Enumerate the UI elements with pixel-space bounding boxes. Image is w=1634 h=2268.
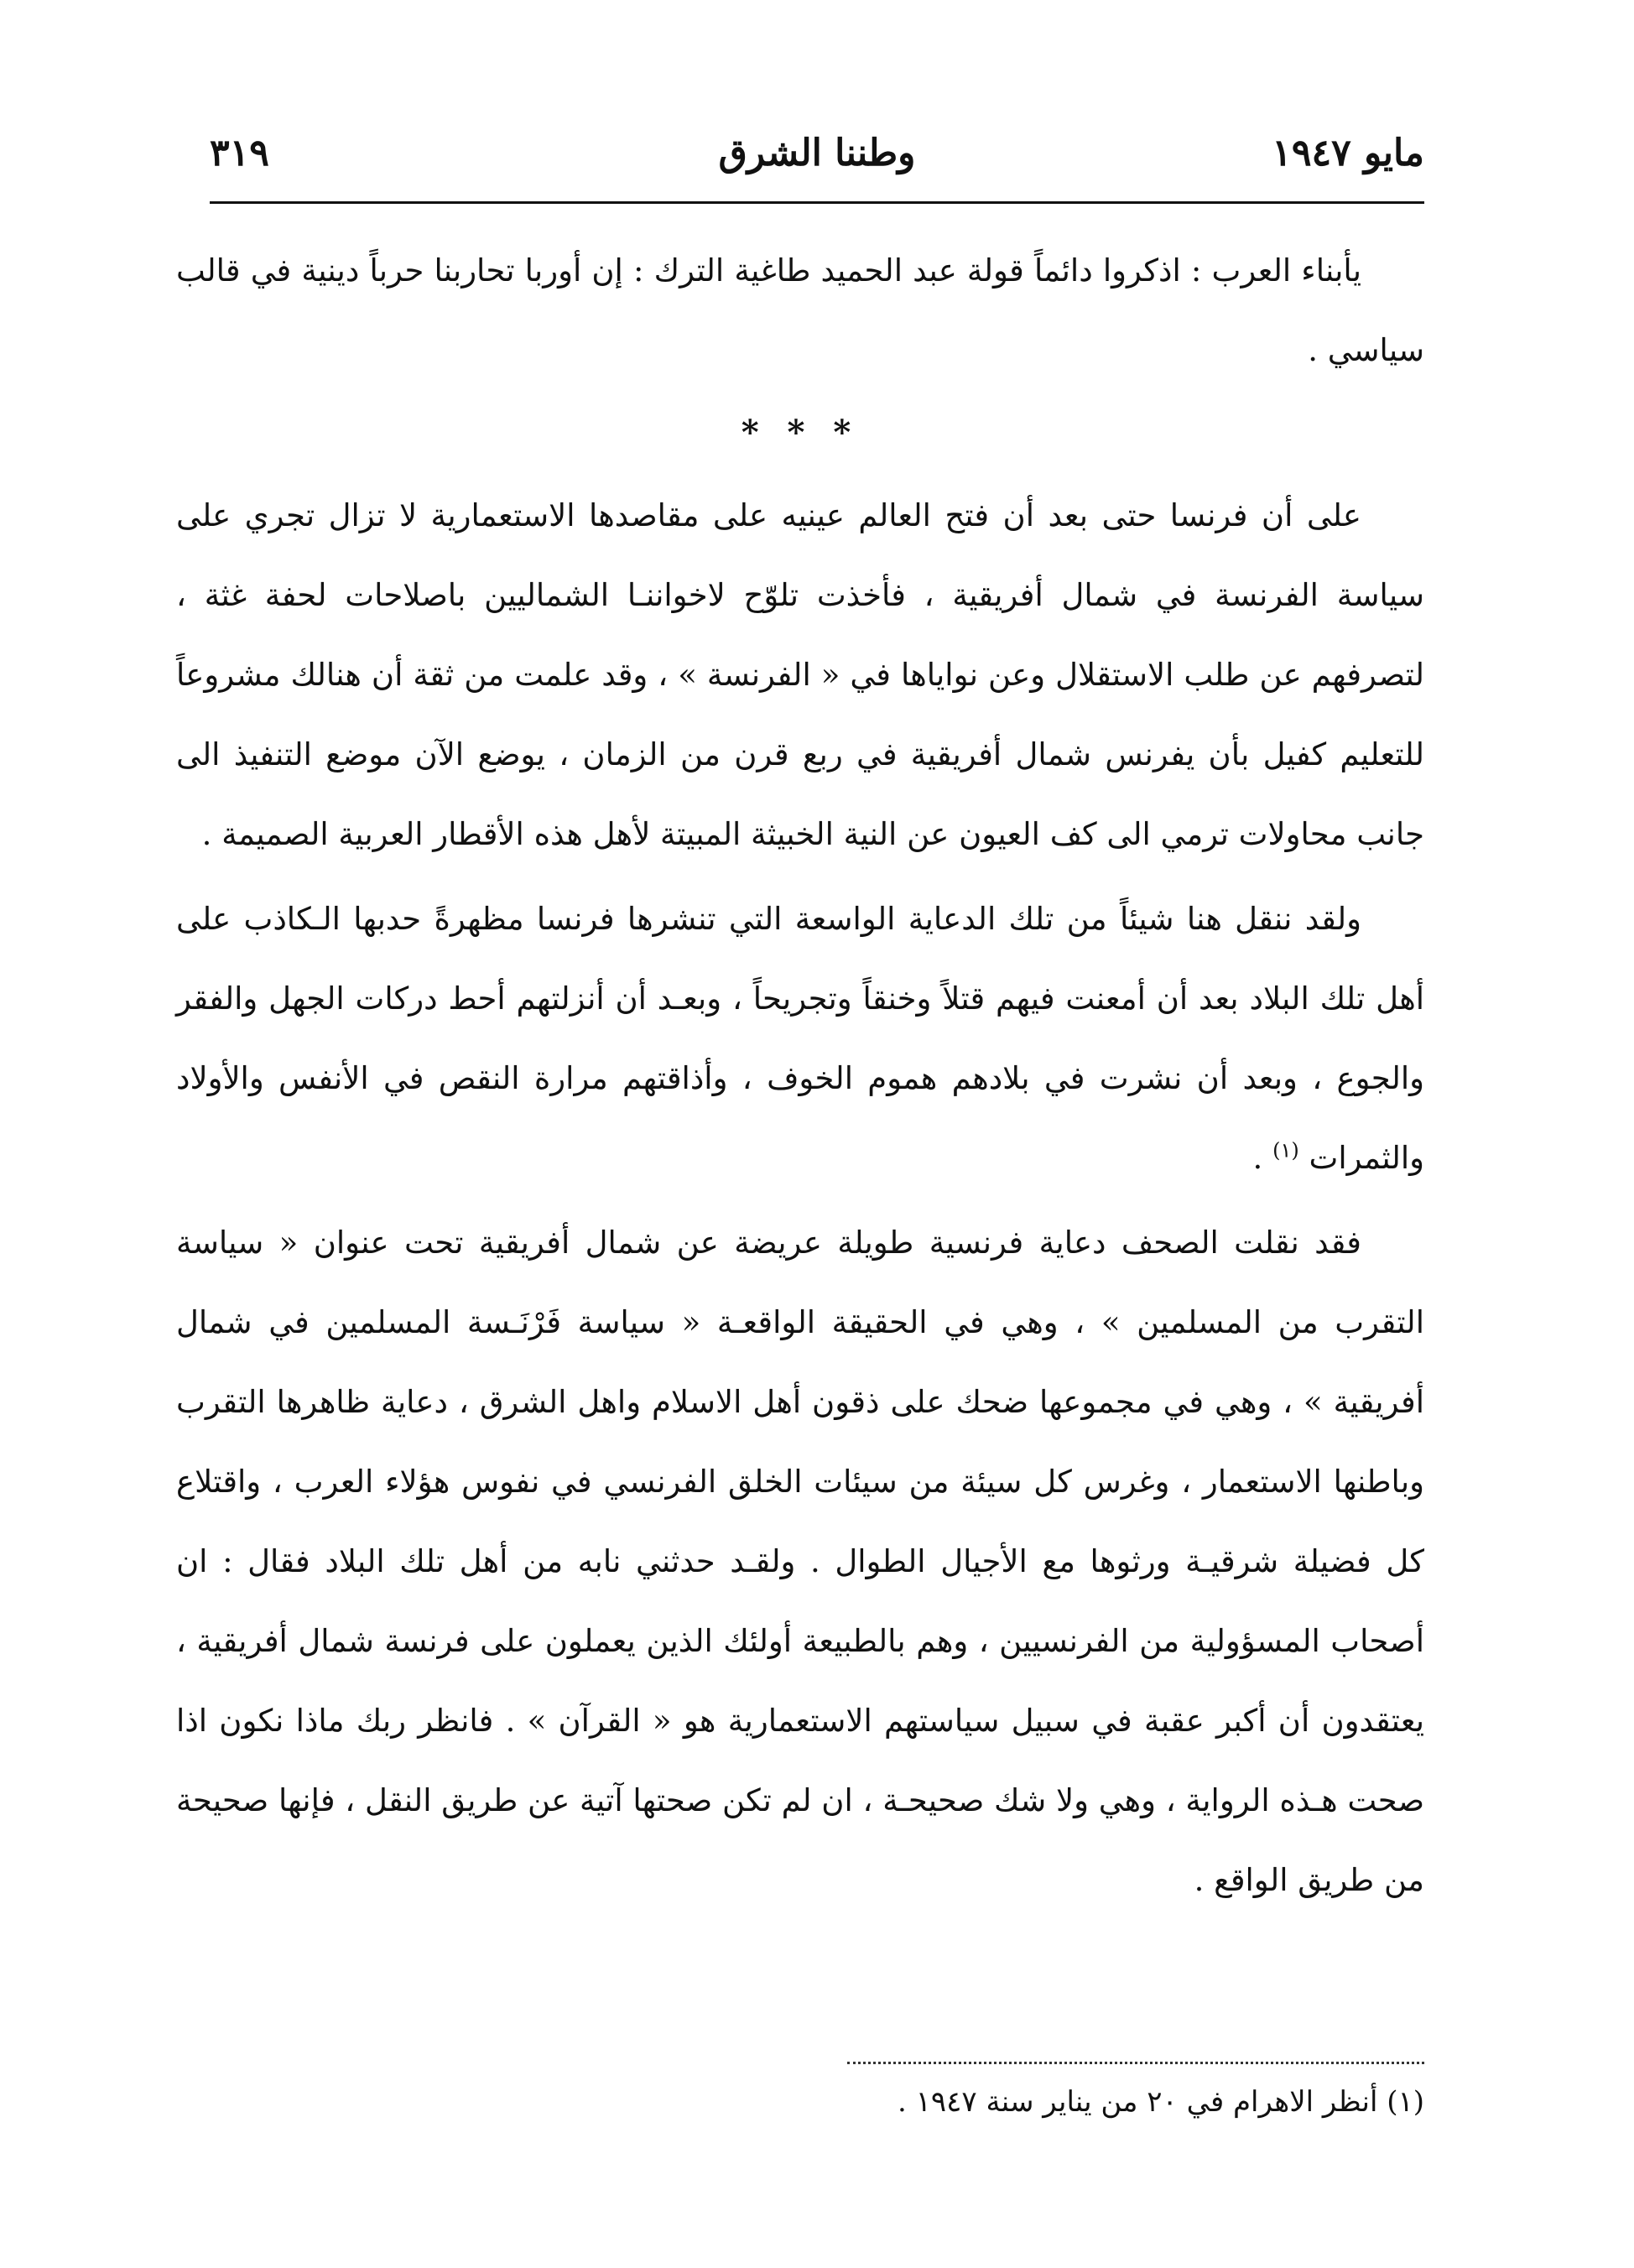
intro-paragraph: يأبناء العرب : اذكروا دائماً قولة عبد الحميد طاغية الترك : إن أوربا تحاربنا حرباً دينية في قالب سياسي . bbox=[176, 252, 1424, 368]
page-number: ٣١٩ bbox=[210, 132, 269, 174]
running-head-title: وطننا الشرق bbox=[718, 132, 916, 174]
paragraph-2 bbox=[176, 879, 1424, 1198]
running-head-date: مايو ١٩٤٧ bbox=[1272, 132, 1424, 174]
paragraph-2-text: ولقد ننقل هنا شيئاً من تلك الدعاية الواسعة التي تنشرها فرنسا مظهرةً حدبها الـكاذب على أهل تلك البلاد بعد أن أمعنت فيهم قتلاً وخنقاً وتجريحاً ، وبعـد أن أنزلتهم أحط دركات الجهل والفقر والجوع ، وبعد أن نشرت في بلادهم هموم الخوف ، وأذاقتهم مرارة النقص في الأنفس والأولاد والثمرات bbox=[176, 901, 1424, 1176]
paragraph-3: فقد نقلت الصحف دعاية فرنسية طويلة عريضة عن شمال أفريقية تحت عنوان « سياسة التقرب من المسلمين » ، وهي في الحقيقة الواقعـة « سياسة فَرْنَـسة المسلمين في شمال أفريقية » ، وهي في مجموعها ضحك على ذقون أهل الاسلام واهل الشرق ، دعاية ظاهرها التقرب وباطنها الاستعمار ، وغرس كل سيئة من سيئات الخلق الفرنسي في نفوس هؤلاء العرب ، واقتلاع كل فضيلة شرقيـة ورثوها مع الأجيال الطوال . ولقـد حدثني نابه من أهل تلك البلاد فقال : ان أصحاب المسؤولية من الفرنسيين ، وهم بالطبيعة أولئك الذين يعملون على فرنسة شمال أفريقية ، يعتقدون أن أكبر عقبة في سبيل سياستهم الاستعمارية هو « القرآن » . فانظر ربك ماذا نكون اذا صحت هـذه الرواية ، وهي ولا شك صحيحـة ، ان لم تكن صحتها آتية عن طريق النقل ، فإنها صحيحة من طريق الواقع . bbox=[176, 1225, 1424, 1898]
footnote-reference: (١) bbox=[1272, 1138, 1299, 1163]
body-text bbox=[176, 231, 1424, 1925]
paragraph-1: على أن فرنسا حتى بعد أن فتح العالم عينيه على مقاصدها الاستعمارية لا تزال تجري على سياسة الفرنسة في شمال أفريقية ، فأخذت تلوّح لاخواننـا الشماليين باصلاحات لحفة غثة ، لتصرفهم عن طلب الاستقلال وعن نواياها في « الفرنسة » ، وقد علمت من ثقة أن هنالك مشروعاً للتعليم كفيل بأن يفرنس شمال أفريقية في ربع قرن من الزمان ، يوضع الآن موضع التنفيذ الى جانب محاولات ترمي الى كف العيون عن النية الخبيثة المبيتة لأهل هذه الأقطار العربية الصميمة . bbox=[176, 497, 1424, 852]
running-head bbox=[210, 124, 1424, 183]
footnote: (١) أنظر الاهرام في ٢٠ من يناير سنة ١٩٤٧ . bbox=[897, 2085, 1424, 2119]
footnote-rule bbox=[847, 2062, 1424, 2064]
section-separator: * * * bbox=[741, 413, 860, 452]
header-rule bbox=[210, 201, 1424, 204]
paragraph-2-end: . bbox=[1252, 1140, 1273, 1176]
